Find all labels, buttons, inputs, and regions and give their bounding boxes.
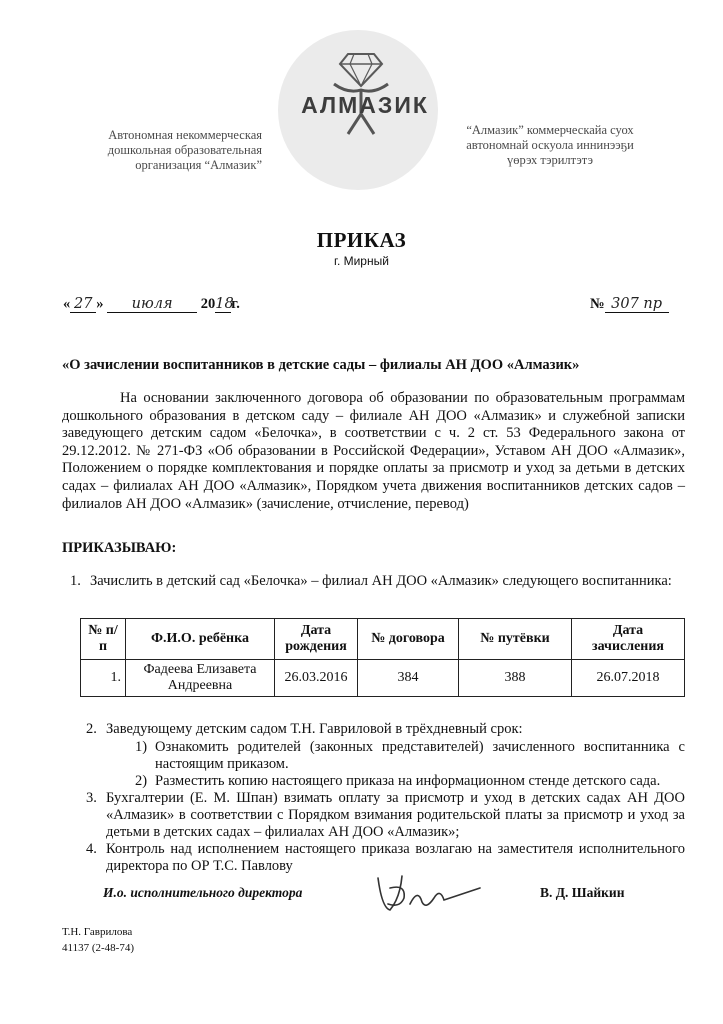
- table-cell: 388: [459, 660, 572, 697]
- order-item-3: 3. Бухгалтерии (Е. М. Шпан) взимать оплату за присмотр и уход в детских садах АН ДОО «Алмазик» в соответствии с Порядком взимания родительской платы за присмотр и уход за детьми в детских садах – филиалах АН ДОО «Алмазик»;: [86, 790, 685, 840]
- table-cell: 384: [358, 660, 459, 697]
- table-header: № п/п: [81, 619, 126, 660]
- table-cell: 1.: [81, 660, 126, 697]
- handwritten-signature-icon: [360, 858, 490, 918]
- org-name-russian: Автономная некоммерческая дошкольная образовательная организация “Алмазик”: [107, 128, 262, 172]
- signer-role: И.о. исполнительного директора: [103, 885, 303, 900]
- table-cell: Фадеева Елизавета Андреевна: [126, 660, 275, 697]
- table-header: № путёвки: [459, 619, 572, 660]
- table-header: Дата зачисления: [572, 619, 685, 660]
- order-number-value: 307 пр: [605, 297, 669, 313]
- preamble: На основании заключенного договора об образовании по образовательным программам дошкольного образования в детском саду – филиале АН ДОО «Алмазик» и служебной записки заведующего детским садом «Белочка», в соответствии с ч. 2 ст. 53 Федерального закона от 29.12.2012. № 271-ФЗ «Об образовании в Российской Федерации», Уставом АН ДОО «Алмазик», Положением о порядке комплектования и порядке оплаты за присмотр и уход за детьми в детских садах – филиалах АН ДОО «Алмазик», Порядком учета движения воспитанников детских садов – филиалов АН ДОО «Алмазик» (зачисление, отчисление, перевод): [62, 390, 685, 512]
- logo-text: АЛМАЗИК: [301, 92, 429, 118]
- date-month: июля: [107, 297, 197, 313]
- org-name-yakut: “Алмазик” коммерческайа суох автономнай оскуола иннинээҕи үөрэх тэрилтэтэ: [466, 123, 634, 167]
- table-cell: 26.03.2016: [275, 660, 358, 697]
- order-subitem-2-2: 2) Разместить копию настоящего приказа на информационном стенде детского сада.: [135, 773, 661, 789]
- logo-diamond-figure-icon: [328, 44, 394, 136]
- signer-name: В. Д. Шайкин: [540, 885, 625, 900]
- document-title: ПРИКАЗ: [316, 228, 407, 252]
- table-cell: 26.07.2018: [572, 660, 685, 697]
- order-heading: ПРИКАЗЫВАЮ:: [62, 540, 177, 556]
- table-row: [81, 660, 685, 697]
- city: г. Мирный: [334, 254, 389, 268]
- table-header: Дата рождения: [275, 619, 358, 660]
- table-header: № договора: [358, 619, 459, 660]
- order-date: « 27 » июля 2018г.: [63, 296, 240, 312]
- table-header-row: [81, 619, 685, 660]
- enrollment-table: [80, 618, 685, 697]
- order-subitem-2-1: 1) Ознакомить родителей (законных представителей) зачисленного воспитанника с настоящим приказом.: [135, 739, 685, 772]
- order-item-2: 2. Заведующему детским садом Т.Н. Гавриловой в трёхдневный срок:: [86, 721, 523, 737]
- order-subject: «О зачислении воспитанников в детские сады – филиалы АН ДОО «Алмазик»: [62, 357, 580, 373]
- date-year: 18: [215, 296, 234, 312]
- order-number: № 307 пр: [590, 296, 669, 313]
- footer-contact: Т.Н. Гаврилова 41137 (2-48-74): [62, 926, 134, 954]
- date-day: 27: [70, 297, 96, 313]
- order-item-1: 1. Зачислить в детский сад «Белочка» – филиал АН ДОО «Алмазик» следующего воспитанника:: [70, 573, 672, 589]
- order-item-4: 4. Контроль над исполнением настоящего приказа возлагаю на заместителя исполнительного директора по ОР Т.С. Павлову: [86, 841, 685, 874]
- table-header: Ф.И.О. ребёнка: [126, 619, 275, 660]
